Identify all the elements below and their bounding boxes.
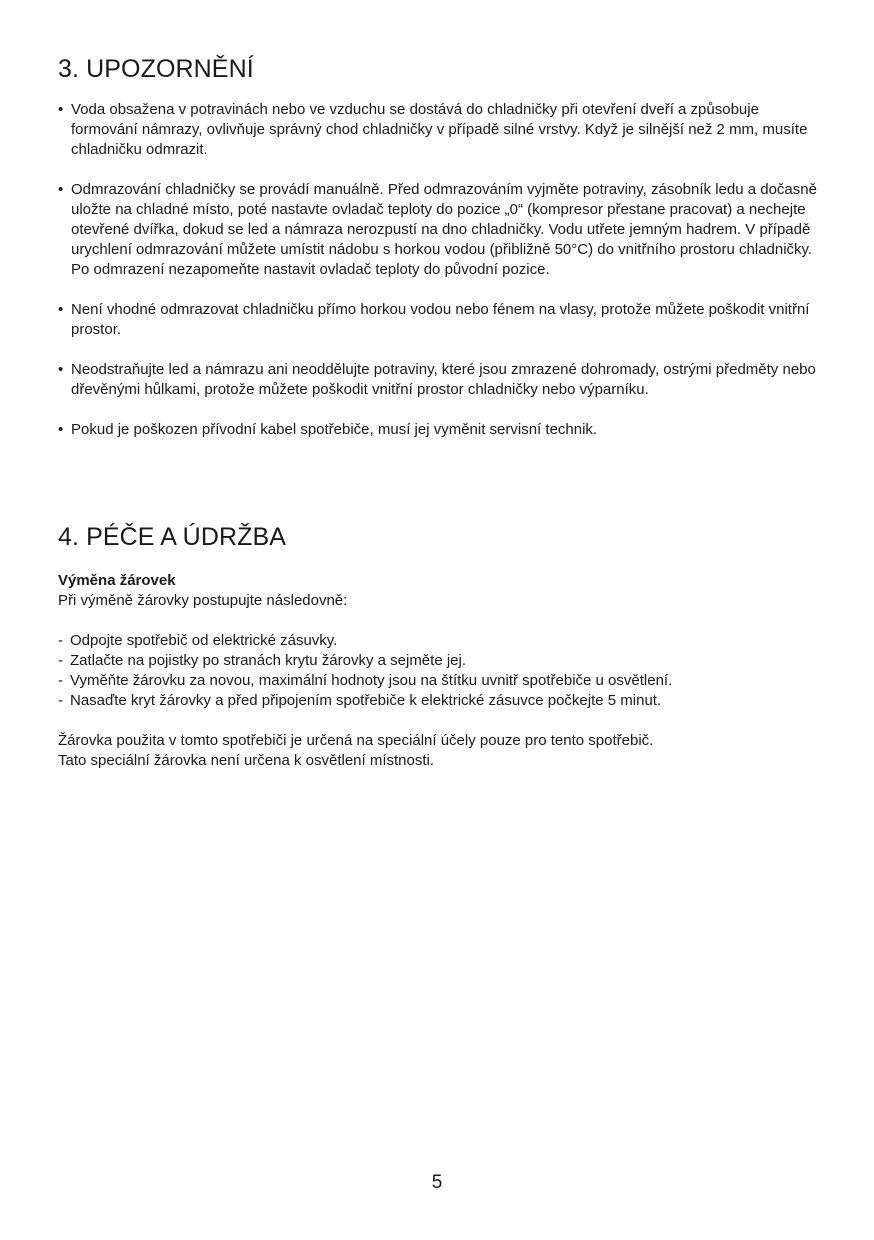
step-item [58,651,818,671]
step-text: Odpojte spotřebič od elektrické zásuvky. [70,632,338,649]
bulb-note [58,731,818,771]
dash-marker: - [58,632,63,649]
section-heading-warnings: 3. UPOZORNĚNÍ [58,55,254,83]
bulb-intro: Při výměně žárovky postupujte následovně: [58,592,348,609]
bullet-marker: • [58,181,64,198]
warning-text: Voda obsažena v potravinách nebo ve vzduchu se dostává do chladničky při otevření dveří a způsobuje formování námrazy, ovlivňuje správný chod chladničky v případě silné vrstvy. Když je silnější než 2 mm, musíte chladničku odmrazit. [71,101,808,158]
warning-text: Neodstraňujte led a námrazu ani neoddělujte potraviny, které jsou zmrazené dohromady, ostrými předměty nebo dřevěnými hůlkami, protože můžete poškodit vnitřní prostor chladničky nebo výparníku. [71,361,816,398]
warnings-list [58,100,818,440]
step-text: Zatlačte na pojistky po stranách krytu žárovky a sejměte jej. [70,652,467,669]
bullet-marker: • [58,301,64,318]
warning-item [58,300,818,340]
note-line: Žárovka použita v tomto spotřebiči je určená na speciální účely pouze pro tento spotřebič. [58,732,654,749]
dash-marker: - [58,652,63,669]
warning-text: Pokud je poškozen přívodní kabel spotřebiče, musí jej vyměnit servisní technik. [71,421,598,438]
step-item [58,691,818,711]
section-care [58,520,818,771]
warning-text: Není vhodné odmrazovat chladničku přímo horkou vodou nebo fénem na vlasy, protože můžete poškodit vnitřní prostor. [71,301,810,338]
bullet-marker: • [58,101,64,118]
subheading-bulb-replacement: Výměna žárovek [58,572,176,589]
warning-text: Odmrazování chladničky se provádí manuálně. Před odmrazováním vyjměte potraviny, zásobník ledu a dočasně uložte na chladné místo, poté nastavte ovladač teploty do pozice „0“ (kompresor přestane pracovat) a nechejte otevřené dvířka, dokud se led a námraza nerozpustí na dno chladničky. Vodu utřete jemným hadrem. V případě urychlení odmrazování můžete umístit nádobu s horkou vodou (přibližně 50°C) do vnitřního prostoru chladničky. Po odmrazení nezapomeňte nastavit ovladač teploty do původní pozice. [71,181,817,278]
warning-item [58,180,818,280]
bullet-marker: • [58,421,64,438]
dash-marker: - [58,692,63,709]
section-warnings [58,52,818,460]
step-item [58,631,818,651]
warning-item [58,420,818,440]
step-item [58,671,818,691]
bullet-marker: • [58,361,64,378]
dash-marker: - [58,672,63,689]
warning-item [58,360,818,400]
step-text: Vyměňte žárovku za novou, maximální hodnoty jsou na štítku uvnitř spotřebiče u osvětlení. [70,672,673,689]
page-number: 5 [431,1172,443,1193]
step-text: Nasaďte kryt žárovky a před připojením spotřebiče k elektrické zásuvce počkejte 5 minut. [70,692,662,709]
warning-item [58,100,818,160]
note-line: Tato speciální žárovka není určena k osvětlení místnosti. [58,752,435,769]
bulb-steps-list [58,631,818,711]
section-heading-care: 4. PÉČE A ÚDRŽBA [58,523,287,551]
